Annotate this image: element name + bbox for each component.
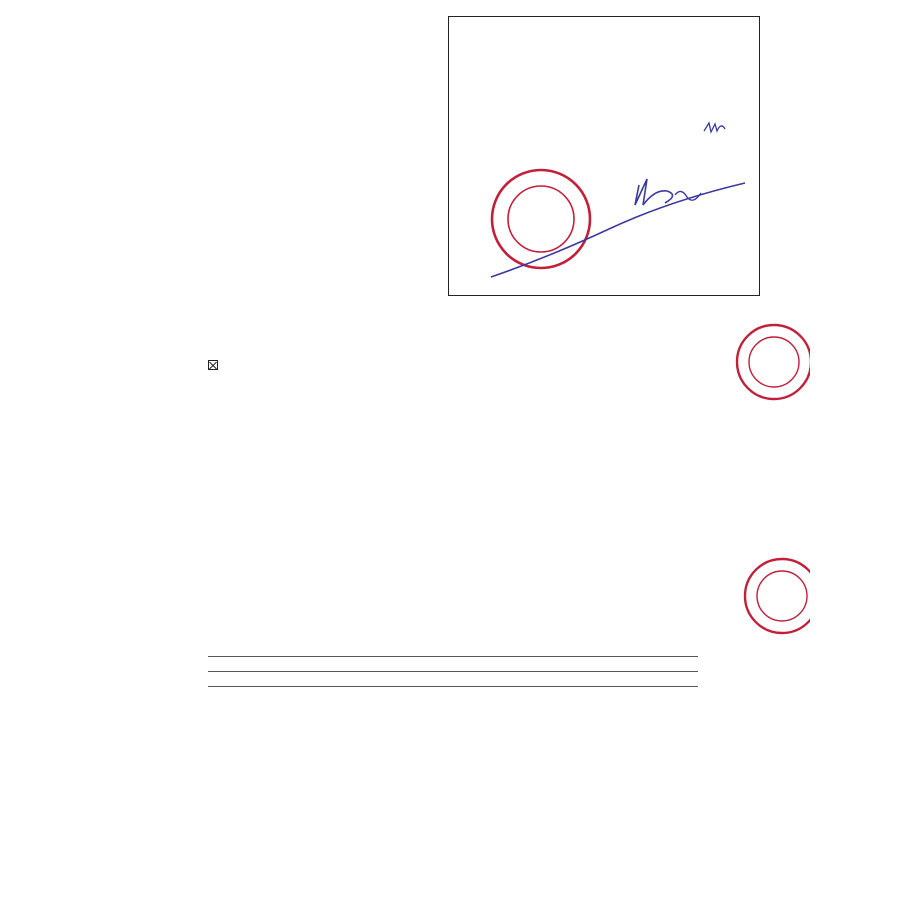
variants-line-1 [208,656,698,657]
side-stamp-bottom [730,556,810,636]
side-stamp-top [730,322,810,402]
signature [489,165,749,285]
tick-note [208,358,223,373]
variants-line-3 [208,686,698,687]
ticked-checkbox-icon [208,360,218,370]
initials-mark [701,119,729,137]
variants-line-2 [208,671,698,672]
official-use-box [448,16,760,296]
